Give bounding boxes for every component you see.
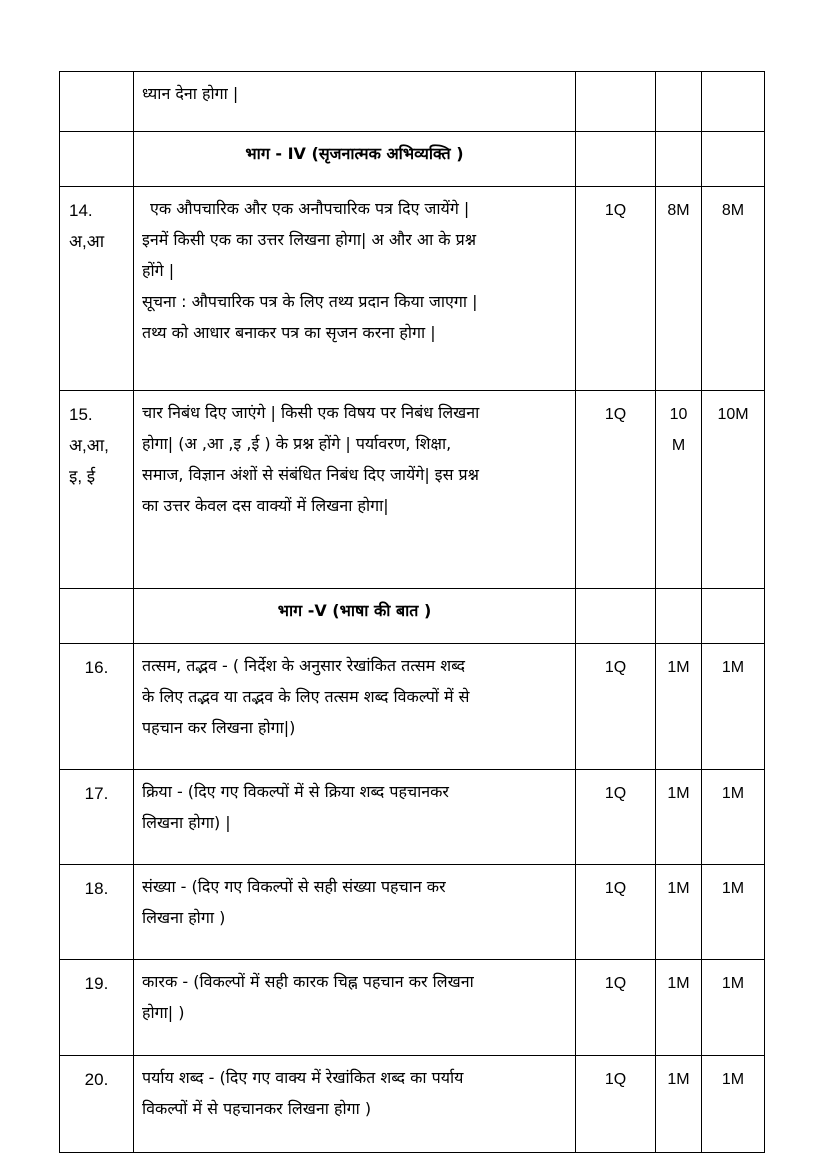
question-number: 14. (69, 201, 93, 220)
question-number: 20. (60, 1056, 134, 1153)
question-number: 16. (60, 644, 134, 770)
question-count-cell: 1Q (576, 187, 656, 391)
description-line: क्रिया - (दिए गए विकल्पों में से क्रिया शब्द पहचानकर (142, 782, 449, 801)
description-line: पर्याय शब्द - (दिए गए वाक्य में रेखांकित शब्द का पर्याय (142, 1068, 464, 1087)
table-row (60, 644, 765, 770)
section-heading-row (60, 132, 765, 187)
total-marks-cell: 10M (702, 391, 765, 589)
table-row (60, 72, 765, 132)
question-count-cell: 1Q (576, 1056, 656, 1153)
table-row (60, 770, 765, 865)
question-pattern-table (59, 71, 765, 1153)
description-line: समाज, विज्ञान अंशों से संबंधित निबंध दिए जायेंगे| इस प्रश्न (142, 465, 479, 484)
question-subparts: अ,आ, (69, 436, 109, 455)
section-heading-iv: भाग - IV (सृजनात्मक अभिव्यक्ति ) (134, 132, 576, 187)
description-line: ध्यान देना होगा | (142, 84, 239, 103)
description-line: सूचना : औपचारिक पत्र के लिए तथ्य प्रदान किया जाएगा | (142, 292, 478, 311)
description-line: लिखना होगा) | (142, 813, 231, 832)
marks-cell: 1M (656, 770, 702, 865)
description-cell (134, 72, 576, 132)
description-line: एक औपचारिक और एक अनौपचारिक पत्र दिए जायेंगे | (150, 199, 470, 218)
question-subparts: इ, ई (69, 467, 96, 486)
marks-cell: 10 M (656, 391, 702, 589)
description-cell (134, 770, 576, 865)
question-number-cell (60, 72, 134, 132)
section-heading-row (60, 589, 765, 644)
total-marks-cell: 1M (702, 644, 765, 770)
description-line: होगा| (अ ,आ ,इ ,ई ) के प्रश्न होंगे | पर्यावरण, शिक्षा, (142, 434, 452, 453)
description-line: का उत्तर केवल दस वाक्यों में लिखना होगा| (142, 496, 389, 515)
section-heading-v: भाग -V (भाषा की बात ) (134, 589, 576, 644)
description-line: संख्या - (दिए गए विकल्पों से सही संख्या पहचान कर (142, 877, 446, 896)
description-cell (134, 960, 576, 1056)
question-number: 18. (60, 865, 134, 960)
description-cell (134, 391, 576, 589)
description-line: तथ्य को आधार बनाकर पत्र का सृजन करना होगा | (142, 323, 436, 342)
table-row (60, 391, 765, 589)
description-cell (134, 865, 576, 960)
total-marks-cell: 1M (702, 865, 765, 960)
question-count-cell: 1Q (576, 644, 656, 770)
marks-cell: 1M (656, 644, 702, 770)
question-number: 15. (69, 405, 93, 424)
description-line: लिखना होगा ) (142, 908, 226, 927)
description-cell (134, 187, 576, 391)
marks-cell: 1M (656, 1056, 702, 1153)
description-line: चार निबंध दिए जाएंगे | किसी एक विषय पर निबंध लिखना (142, 403, 480, 422)
question-subparts: अ,आ (69, 232, 105, 251)
total-marks-cell: 1M (702, 960, 765, 1056)
question-number: 17. (60, 770, 134, 865)
description-line: विकल्पों में से पहचानकर लिखना होगा ) (142, 1099, 372, 1118)
question-count-cell: 1Q (576, 770, 656, 865)
table-row (60, 960, 765, 1056)
description-line: के लिए तद्भव या तद्भव के लिए तत्सम शब्द विकल्पों में से (142, 687, 470, 706)
description-line: होगा| ) (142, 1003, 185, 1022)
marks-cell (656, 72, 702, 132)
description-line: होंगे | (142, 261, 175, 280)
description-cell (134, 644, 576, 770)
question-number-cell (60, 391, 134, 589)
question-number: 19. (60, 960, 134, 1056)
table-row (60, 187, 765, 391)
total-marks-cell: 1M (702, 1056, 765, 1153)
total-marks-cell: 8M (702, 187, 765, 391)
question-count-cell (576, 72, 656, 132)
description-line: पहचान कर लिखना होगा|) (142, 718, 296, 737)
description-cell (134, 1056, 576, 1153)
table-row (60, 1056, 765, 1153)
question-count-cell: 1Q (576, 865, 656, 960)
marks-cell: 1M (656, 865, 702, 960)
description-line: इनमें किसी एक का उत्तर लिखना होगा| अ और आ के प्रश्न (142, 230, 477, 249)
total-marks-cell: 1M (702, 770, 765, 865)
marks-cell: 1M (656, 960, 702, 1056)
description-line: तत्सम, तद्भव - ( निर्देश के अनुसार रेखांकित तत्सम शब्द (142, 656, 466, 675)
total-marks-cell (702, 72, 765, 132)
question-number-cell (60, 187, 134, 391)
description-line: कारक - (विकल्पों में सही कारक चिह्न पहचान कर लिखना (142, 972, 474, 991)
marks-cell: 8M (656, 187, 702, 391)
table-row (60, 865, 765, 960)
question-count-cell: 1Q (576, 960, 656, 1056)
question-count-cell: 1Q (576, 391, 656, 589)
